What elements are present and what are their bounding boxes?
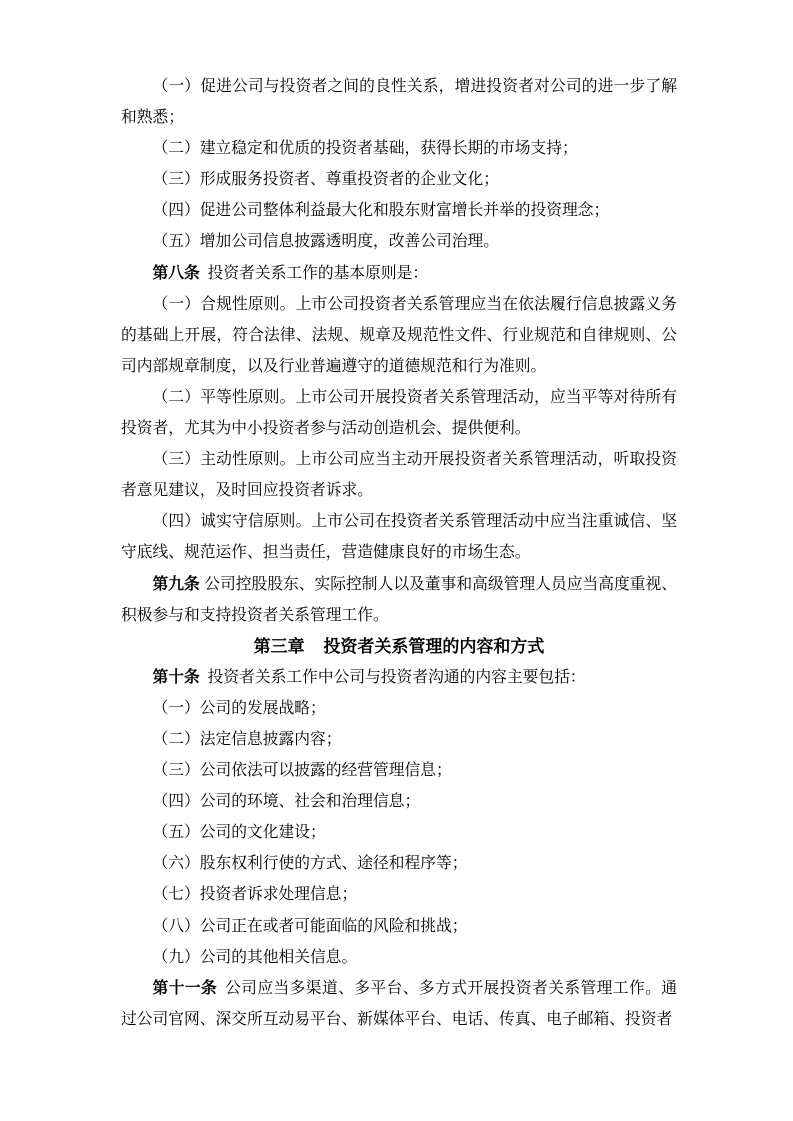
paragraph bbox=[121, 911, 677, 942]
chapter-number: 第三章 bbox=[253, 636, 305, 656]
paragraph bbox=[121, 569, 677, 631]
paragraph bbox=[121, 444, 677, 506]
paragraph bbox=[121, 226, 677, 257]
paragraph-text: 投资者关系工作中公司与投资者沟通的内容主要包括： bbox=[207, 668, 586, 686]
paragraph-text: （六）股东权利行使的方式、途径和程序等； bbox=[152, 855, 468, 873]
paragraph-text: （四）促进公司整体利益最大化和股东财富增长并举的投资理念； bbox=[152, 202, 610, 220]
article-number: 第九条 bbox=[152, 575, 200, 593]
paragraph bbox=[121, 724, 677, 755]
paragraph-text: （三）公司依法可以披露的经营管理信息； bbox=[152, 762, 452, 780]
paragraph bbox=[121, 506, 677, 568]
paragraph bbox=[121, 133, 677, 164]
paragraph-text: （二）法定信息披露内容； bbox=[152, 730, 342, 748]
paragraph-text: 公司控股股东、实际控制人以及董事和高级管理人员应当高度重视、积极参与和支持投资者关系管理工作。 bbox=[121, 575, 678, 624]
paragraph bbox=[121, 755, 677, 786]
chapter-heading bbox=[121, 631, 677, 662]
paragraph-text: （二）平等性原则。上市公司开展投资者关系管理活动，应当平等对待所有投资者，尤其为中小投资者参与活动创造机会、提供便利。 bbox=[121, 388, 677, 438]
paragraph bbox=[121, 786, 677, 817]
paragraph-text: （八）公司正在或者可能面临的风险和挑战； bbox=[152, 917, 468, 935]
paragraph-text: （五）公司的文化建设； bbox=[152, 824, 326, 842]
paragraph-text: （九）公司的其他相关信息。 bbox=[152, 948, 358, 966]
paragraph-text: （一）公司的发展战略； bbox=[152, 699, 326, 717]
paragraph-text: （一）促进公司与投资者之间的良性关系，增进投资者对公司的进一步了解和熟悉； bbox=[121, 78, 677, 127]
paragraph bbox=[121, 195, 677, 226]
paragraph bbox=[121, 817, 677, 848]
article-number: 第八条 bbox=[152, 264, 200, 282]
paragraph bbox=[121, 879, 677, 910]
paragraph bbox=[121, 71, 677, 133]
paragraph bbox=[121, 662, 677, 693]
paragraph-text: （二）建立稳定和优质的投资者基础，获得长期的市场支持； bbox=[152, 140, 578, 158]
paragraph bbox=[121, 973, 677, 1035]
paragraph-text: 公司应当多渠道、多平台、多方式开展投资者关系管理工作。通过公司官网、深交所互动易平台、新媒体平台、电话、传真、电子邮箱、投资者 bbox=[121, 979, 678, 1028]
paragraph bbox=[121, 693, 677, 724]
paragraph-text: （五）增加公司信息披露透明度，改善公司治理。 bbox=[152, 233, 499, 251]
paragraph bbox=[121, 289, 677, 382]
paragraph-text: （四）诚实守信原则。上市公司在投资者关系管理活动中应当注重诚信、坚守底线、规范运作、担当责任，营造健康良好的市场生态。 bbox=[121, 513, 677, 562]
paragraph bbox=[121, 164, 677, 195]
chapter-title: 投资者关系管理的内容和方式 bbox=[323, 636, 545, 656]
paragraph bbox=[121, 942, 677, 973]
paragraph-text: （四）公司的环境、社会和治理信息； bbox=[152, 793, 421, 811]
paragraph-text: （三）形成服务投资者、尊重投资者的企业文化； bbox=[152, 171, 499, 189]
paragraph-text: （三）主动性原则。上市公司应当主动开展投资者关系管理活动，听取投资者意见建议，及时回应投资者诉求。 bbox=[121, 451, 677, 500]
paragraph-text: 投资者关系工作的基本原则是： bbox=[207, 264, 429, 282]
paragraph-text: （一）合规性原则。上市公司投资者关系管理应当在依法履行信息披露义务的基础上开展，符合法律、法规、规章及规范性文件、行业规范和自律规则、公司内部规章制度，以及行业普遍遵守的道德规范和行为准则。 bbox=[121, 295, 677, 375]
article-number: 第十条 bbox=[152, 668, 200, 686]
paragraph-text: （七）投资者诉求处理信息； bbox=[152, 886, 358, 904]
article-number: 第十一条 bbox=[152, 979, 218, 997]
paragraph bbox=[121, 848, 677, 879]
paragraph bbox=[121, 258, 677, 289]
paragraph bbox=[121, 382, 677, 444]
